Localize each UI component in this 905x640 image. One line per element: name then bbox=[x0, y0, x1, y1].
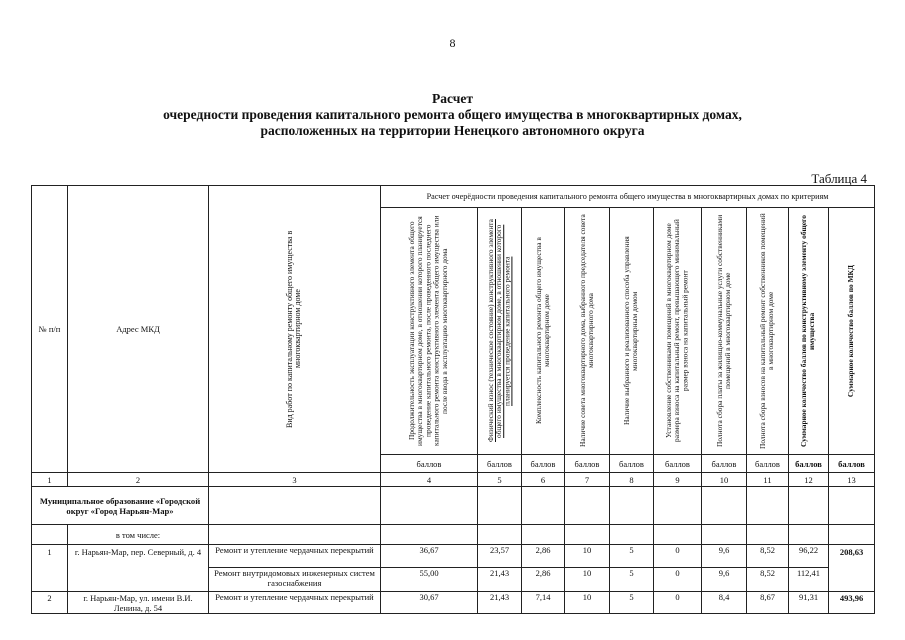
unit-cell: баллов bbox=[522, 455, 565, 473]
col-number: 11 bbox=[747, 473, 789, 487]
value-cell: 10 bbox=[565, 545, 610, 568]
title-line-1: Расчет bbox=[432, 91, 473, 106]
work-name: Ремонт и утепление чердачных перекрытий bbox=[209, 592, 381, 614]
col-number: 4 bbox=[381, 473, 478, 487]
municipality-name: Муниципальное образование «Городской округ «Город Нарьян-Мар» bbox=[32, 487, 209, 525]
table-label: Таблица 4 bbox=[811, 171, 867, 186]
unit-cell: баллов bbox=[381, 455, 478, 473]
header-crit-complexity: Комплексность капитального ремонта общего имущества в многоквартирном доме bbox=[522, 208, 565, 455]
page-number: 8 bbox=[449, 36, 456, 50]
col-number: 2 bbox=[68, 473, 209, 487]
value-cell: 2,86 bbox=[522, 545, 565, 568]
mkd-total-cell: 208,63 bbox=[829, 545, 875, 592]
header-crit-sum-element: Суммарное количество баллов по конструктивному элементу общего имущества bbox=[789, 208, 829, 455]
header-crit-utility-payment: Полнота сбора платы за жилищно-коммунальные услуги собственниками помещений в многоквартирном доме bbox=[702, 208, 747, 455]
unit-cell: баллов bbox=[829, 455, 875, 473]
row-address: г. Нарьян-Мар, ул. имени В.И. Ленина, д. 54 bbox=[68, 592, 209, 614]
mkd-total-cell: 493,96 bbox=[829, 592, 875, 614]
header-crit-sum-mkd: Суммарное количество баллов по МКД bbox=[829, 208, 875, 455]
value-cell: 5 bbox=[610, 545, 654, 568]
value-cell: 8,52 bbox=[747, 545, 789, 568]
header-crit-repair-payment: Полнота сбора взносов на капитальный ремонт собственников помещений в многоквартирном доме bbox=[747, 208, 789, 455]
element-sum-cell: 112,41 bbox=[789, 568, 829, 592]
header-work-type: Вид работ по капитальному ремонту общего имущества в многоквартирном доме bbox=[209, 186, 381, 473]
value-cell: 21,43 bbox=[478, 592, 522, 614]
value-cell: 2,86 bbox=[522, 568, 565, 592]
unit-cell: баллов bbox=[610, 455, 654, 473]
including-label: в том числе: bbox=[68, 525, 209, 545]
header-criteria-group: Расчет очерёдности проведения капитального ремонта общего имущества в многоквартирных домах по критериям bbox=[381, 186, 875, 208]
value-cell: 9,6 bbox=[702, 545, 747, 568]
value-cell: 5 bbox=[610, 592, 654, 614]
table-row bbox=[32, 592, 875, 614]
col-number: 5 bbox=[478, 473, 522, 487]
value-cell: 10 bbox=[565, 568, 610, 592]
value-cell: 8,4 bbox=[702, 592, 747, 614]
header-crit-contribution: Установление собственниками помещений в многоквартирном доме размера взноса на капитальный ремонт, превышающего минимальный размер взноса на капитальный ремонт bbox=[654, 208, 702, 455]
value-cell: 21,43 bbox=[478, 568, 522, 592]
row-number: 1 bbox=[32, 545, 68, 592]
col-number: 10 bbox=[702, 473, 747, 487]
value-cell: 0 bbox=[654, 592, 702, 614]
value-cell: 8,67 bbox=[747, 592, 789, 614]
header-crit-council: Наличие совета многоквартирного дома, выбранного председателя совета многоквартирного дома bbox=[565, 208, 610, 455]
col-number: 1 bbox=[32, 473, 68, 487]
column-number-row bbox=[32, 473, 875, 487]
title-line-2: очередности проведения капитального ремонта общего имущества в многоквартирных домах, bbox=[163, 107, 742, 122]
header-row-1 bbox=[32, 186, 875, 208]
value-cell: 10 bbox=[565, 592, 610, 614]
municipality-row bbox=[32, 487, 875, 525]
value-cell: 30,67 bbox=[381, 592, 478, 614]
value-cell: 23,57 bbox=[478, 545, 522, 568]
priority-table bbox=[31, 185, 875, 614]
value-cell: 0 bbox=[654, 568, 702, 592]
header-address: Адрес МКД bbox=[68, 186, 209, 473]
document-title bbox=[0, 91, 905, 139]
col-number: 13 bbox=[829, 473, 875, 487]
col-number: 3 bbox=[209, 473, 381, 487]
col-number: 6 bbox=[522, 473, 565, 487]
header-crit-management: Наличие выбранного и реализованного способа управления многоквартирным домом bbox=[610, 208, 654, 455]
element-sum-cell: 91,31 bbox=[789, 592, 829, 614]
col-number: 9 bbox=[654, 473, 702, 487]
unit-cell: баллов bbox=[565, 455, 610, 473]
value-cell: 9,6 bbox=[702, 568, 747, 592]
unit-cell: баллов bbox=[654, 455, 702, 473]
title-line-3: расположенных на территории Ненецкого автономного округа bbox=[260, 123, 645, 138]
unit-cell: баллов bbox=[747, 455, 789, 473]
header-num: № п/п bbox=[32, 186, 68, 473]
unit-cell: баллов bbox=[478, 455, 522, 473]
col-number: 8 bbox=[610, 473, 654, 487]
unit-cell: баллов bbox=[702, 455, 747, 473]
work-name: Ремонт внутридомовых инженерных систем газоснабжения bbox=[209, 568, 381, 592]
header-crit-duration: Продолжительность эксплуатации конструктивного элемента общего имущества в многоквартирном доме, в отношении которого планируется проведение капитального ремонта, после проведенного последнего капитального ремонта конструктивного элемента общего имущества или после ввода в эксплуатацию многоквартирного дома bbox=[381, 208, 478, 455]
including-row bbox=[32, 525, 875, 545]
row-number: 2 bbox=[32, 592, 68, 614]
work-name: Ремонт и утепление чердачных перекрытий bbox=[209, 545, 381, 568]
col-number: 7 bbox=[565, 473, 610, 487]
value-cell: 7,14 bbox=[522, 592, 565, 614]
header-crit-wear: Физический износ (техническое состояние) конструктивного элемента общего имущества в многоквартирном доме, в отношении которого планируется проведение капитального ремонта bbox=[478, 208, 522, 455]
value-cell: 5 bbox=[610, 568, 654, 592]
value-cell: 36,67 bbox=[381, 545, 478, 568]
col-number: 12 bbox=[789, 473, 829, 487]
unit-cell: баллов bbox=[789, 455, 829, 473]
table-row bbox=[32, 545, 875, 568]
value-cell: 55,00 bbox=[381, 568, 478, 592]
row-address: г. Нарьян-Мар, пер. Северный, д. 4 bbox=[68, 545, 209, 592]
value-cell: 0 bbox=[654, 545, 702, 568]
element-sum-cell: 96,22 bbox=[789, 545, 829, 568]
value-cell: 8,52 bbox=[747, 568, 789, 592]
